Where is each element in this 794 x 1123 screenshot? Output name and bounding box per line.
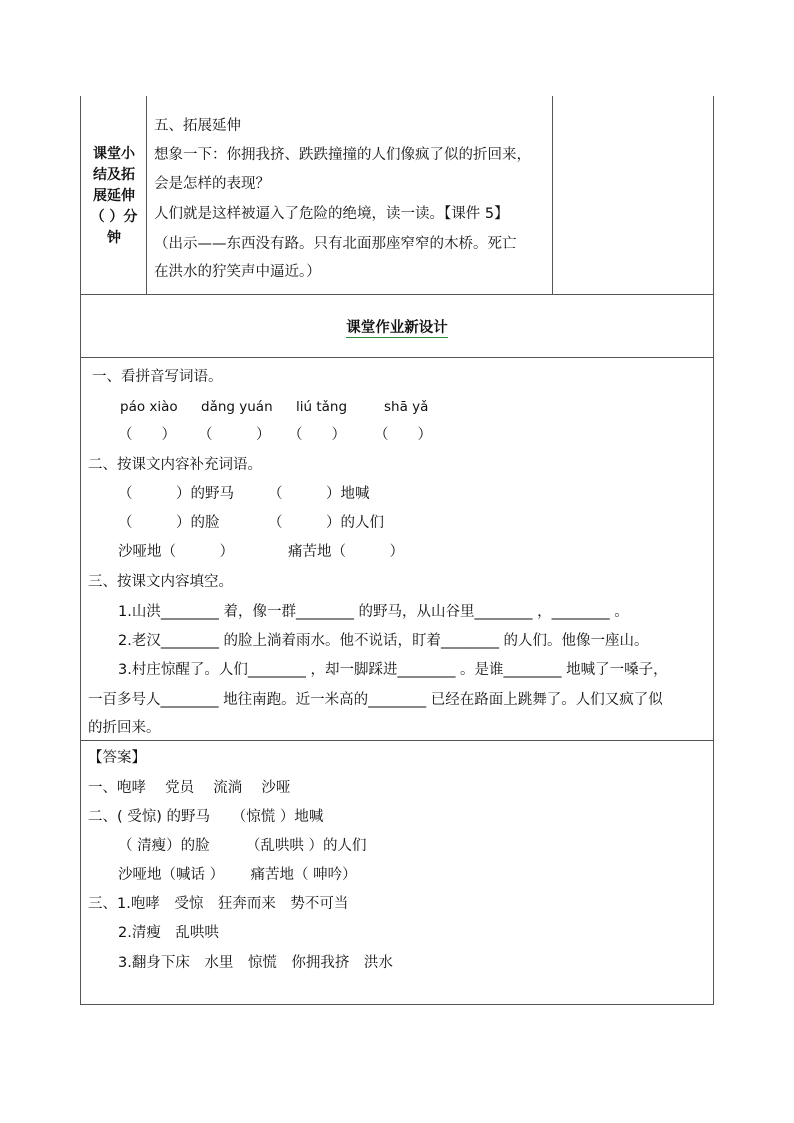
answer-line: 2.清瘦 乱哄哄 (118, 925, 219, 941)
homework-title-text: 课堂作业新设计 (346, 320, 448, 336)
section3-heading: 三、按课文内容填空。 (88, 574, 233, 590)
pinyin-item: páo xiào (120, 399, 178, 415)
section1-heading: 一、看拼音写词语。 (92, 369, 223, 385)
extension-line: 会是怎样的表现？ (154, 176, 270, 192)
fill-item: （ ）的人们 (268, 515, 384, 531)
column-divider-1 (146, 96, 147, 294)
table-right-border (713, 96, 714, 1005)
side-label-line: 结及拓 (93, 167, 135, 183)
section3-question: 的折回来。 (88, 720, 161, 736)
fill-item: 沙哑地（ ） (118, 544, 234, 560)
row-divider-2 (80, 357, 714, 358)
answer-bracket: （ ） (288, 427, 346, 443)
fill-item: 痛苦地（ ） (288, 544, 404, 560)
extension-line: 人们就是这样被逼入了危险的绝境，读一读。【课件 5】 (154, 206, 509, 222)
fill-item: （ ）地喊 (268, 486, 370, 502)
row-divider-3 (80, 740, 714, 741)
answer-bracket: （ ） (374, 427, 432, 443)
answer-bracket: （ ） (118, 427, 176, 443)
fill-item: （ ）的脸 (118, 515, 220, 531)
table-bottom-border (80, 1004, 714, 1005)
answer-line: 沙哑地（喊话 ） 痛苦地（ 呻吟） (118, 867, 357, 883)
section3-question: 一百多号人________ 地往南跑。近一米高的________ 已经在路面上跳舞了。人们又疯了似 (88, 692, 663, 708)
side-label-line: 展延伸 (93, 188, 135, 204)
extension-heading: 五、拓展延伸 (154, 118, 241, 134)
section3-question: 3.村庄惊醒了。人们________ ，却一脚踩进________ 。是谁________ 地喊了一嗓子， (118, 662, 668, 678)
fill-item: （ ）的野马 (118, 486, 234, 502)
answer-line: 二、( 受惊) 的野马 （惊慌 ）地喊 (88, 809, 324, 825)
pinyin-item: liú tǎng (296, 399, 348, 415)
column-divider-2 (552, 96, 553, 294)
section2-heading: 二、按课文内容补充词语。 (88, 457, 262, 473)
row-divider-1 (80, 294, 714, 295)
side-label (84, 144, 144, 249)
pinyin-item: dǎng yuán (201, 399, 273, 415)
side-label-line: 课堂小 (93, 146, 135, 162)
section3-question: 2.老汉________ 的脸上淌着雨水。他不说话，盯着________ 的人们。他像一座山。 (118, 633, 649, 649)
extension-line: 想象一下：你拥我挤、跌跌撞撞的人们像疯了似的折回来， (154, 147, 531, 163)
side-label-line: 钟 (107, 230, 121, 246)
answer-line: 3.翻身下床 水里 惊慌 你拥我挤 洪水 (118, 955, 393, 971)
extension-line: 在洪水的狞笑声中逼近。） (154, 264, 321, 280)
side-label-line: （ ）分 (90, 209, 138, 225)
table-left-border (80, 96, 81, 1005)
pinyin-item: shā yǎ (384, 399, 429, 415)
answer-line: （ 清瘦）的脸 （乱哄哄 ）的人们 (118, 838, 367, 854)
extension-line: （出示——东西没有路。只有北面那座窄窄的木桥。死亡 (154, 236, 517, 252)
answer-bracket: （ ） (198, 427, 271, 443)
homework-title (80, 316, 714, 337)
answer-line: 三、1.咆哮 受惊 狂奔而来 势不可当 (88, 896, 349, 912)
answers-heading: 【答案】 (88, 750, 146, 766)
section3-question: 1.山洪________ 着，像一群________ 的野马，从山谷里________ ，________ 。 (118, 604, 629, 620)
answer-line: 一、咆哮 党员 流淌 沙哑 (88, 780, 291, 796)
